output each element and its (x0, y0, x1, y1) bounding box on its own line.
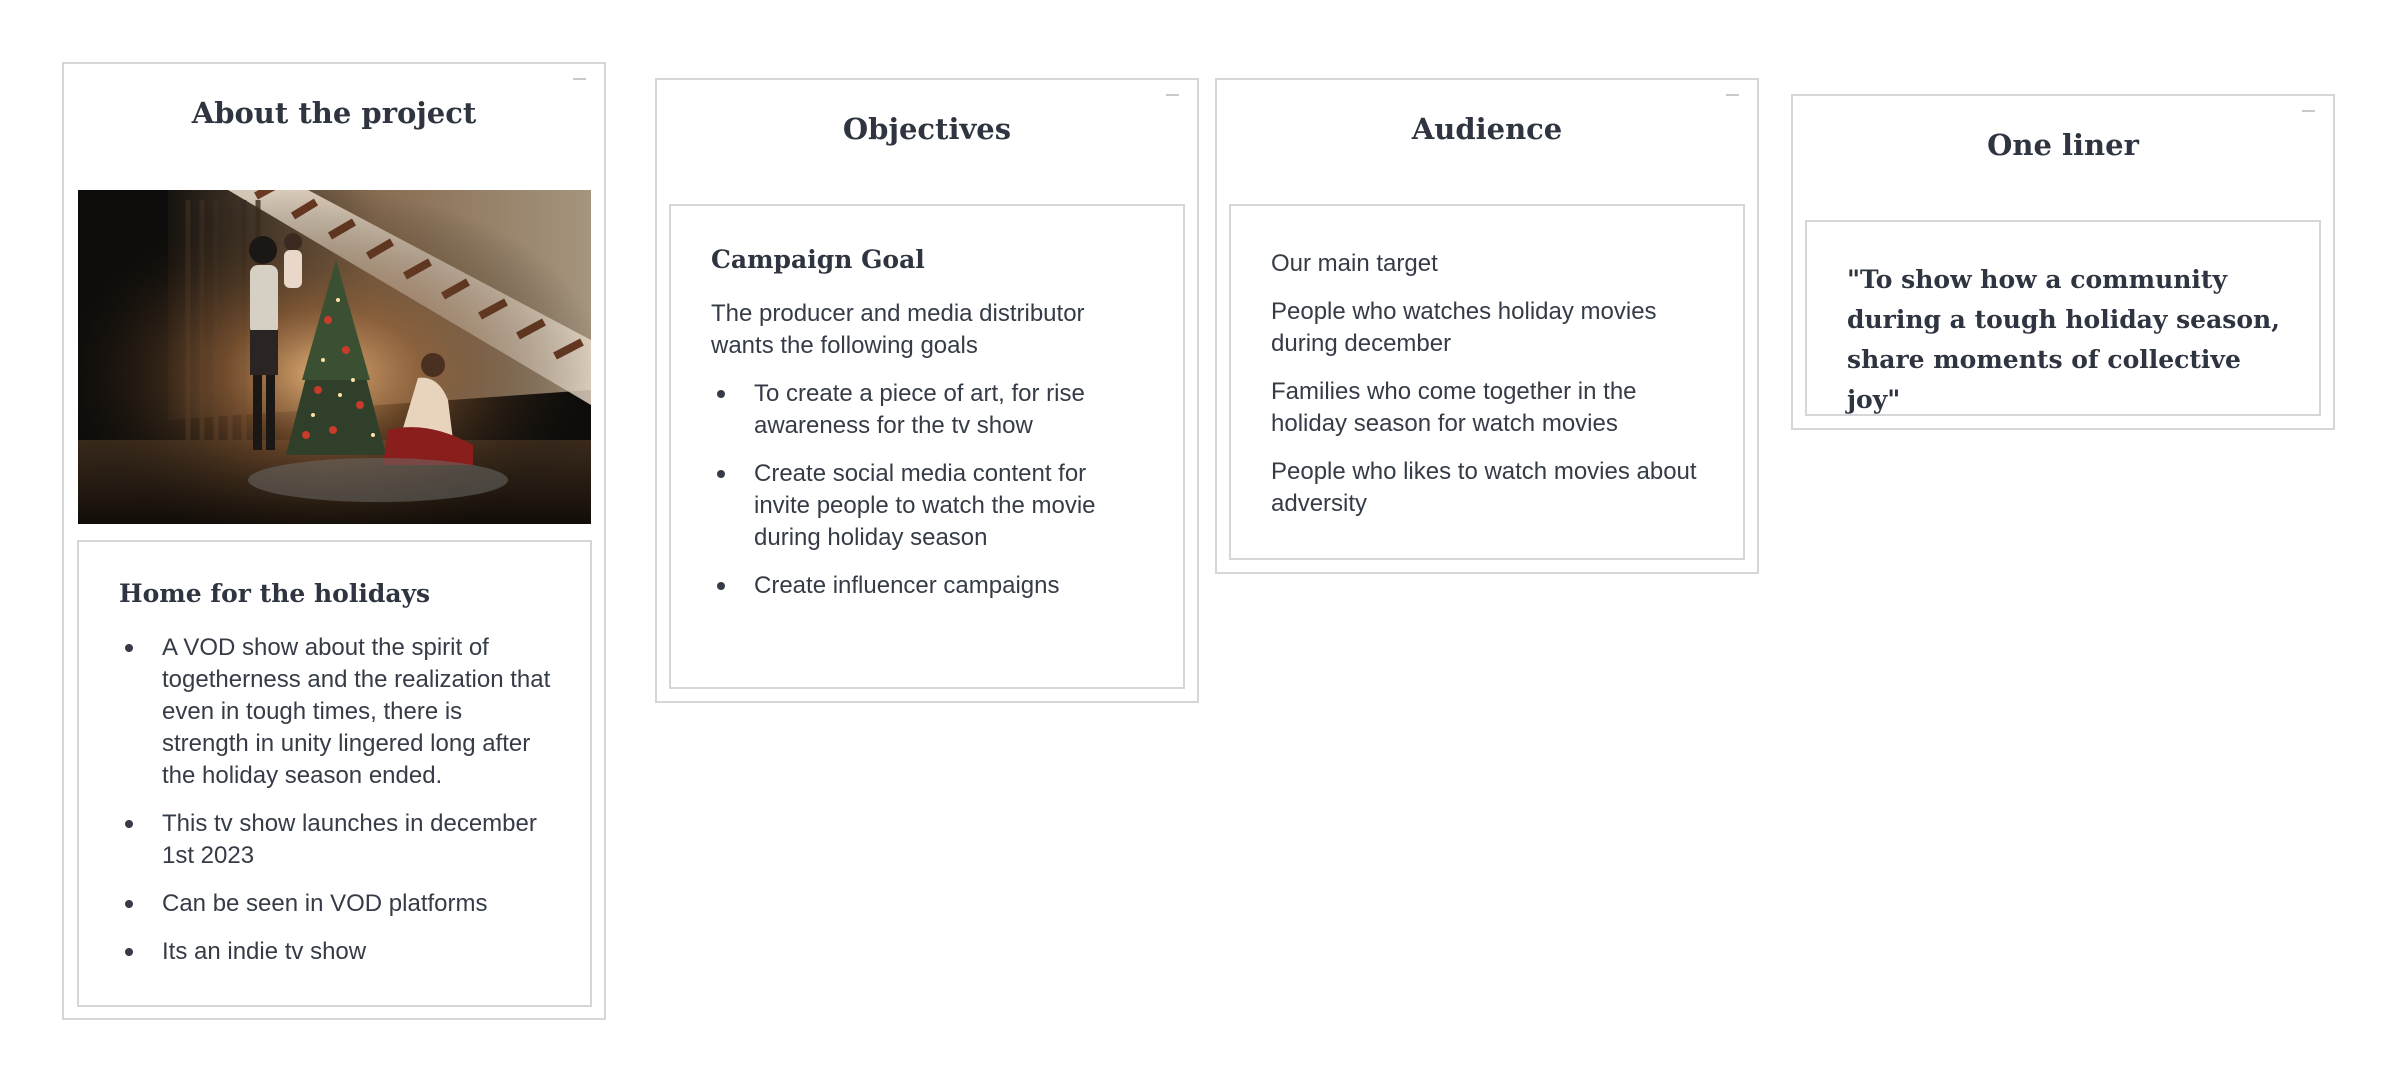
list-item-text: Its an indie tv show (162, 938, 367, 965)
bullet-icon (125, 644, 133, 652)
list-item (711, 570, 1145, 602)
frame-title: About the project (191, 96, 477, 130)
list-item (119, 808, 552, 872)
audience-line: Families who come together in the holiday season for watch movies (1271, 378, 1637, 437)
card-campaign-goal (669, 204, 1185, 689)
collapse-icon[interactable] (1166, 94, 1179, 96)
bullet-list (711, 378, 1145, 602)
card-home-for-the-holidays (77, 540, 592, 1007)
bullet-list (119, 632, 552, 968)
bullet-icon (125, 948, 133, 956)
list-item-text: Create social media content for invite people to watch the movie during holiday season (754, 460, 1096, 551)
bullet-icon (717, 582, 725, 590)
frame-title: Audience (1411, 112, 1563, 146)
bullet-icon (125, 900, 133, 908)
list-item-text: To create a piece of art, for rise awareness for the tv show (754, 380, 1085, 439)
bullet-icon (717, 390, 725, 398)
list-item (119, 632, 552, 792)
list-item-text: A VOD show about the spirit of togetherness and the realization that even in tough times, there is strength in unity lingered long after the holiday season ended. (162, 634, 551, 789)
card-heading: Home for the holidays (119, 579, 431, 608)
card-intro-text: The producer and media distributor wants the following goals (711, 300, 1085, 359)
one-liner-quote: "To show how a community during a tough holiday season, share moments of collective joy" (1847, 265, 2280, 414)
list-item (711, 378, 1145, 442)
list-item (119, 936, 552, 968)
bullet-icon (717, 470, 725, 478)
card-audience-target (1229, 204, 1745, 560)
card-one-liner-quote (1805, 220, 2321, 416)
christmas-tree-photo-illustration (78, 190, 591, 524)
audience-line: Our main target (1271, 250, 1438, 277)
collapse-icon[interactable] (1726, 94, 1739, 96)
project-image (78, 190, 591, 524)
collapse-icon[interactable] (573, 78, 586, 80)
audience-line: People who likes to watch movies about adversity (1271, 458, 1697, 517)
list-item (119, 888, 552, 920)
list-item (711, 458, 1145, 554)
card-heading: Campaign Goal (711, 245, 925, 274)
list-item-text: Create influencer campaigns (754, 572, 1060, 599)
list-item-text: Can be seen in VOD platforms (162, 890, 488, 917)
collapse-icon[interactable] (2302, 110, 2315, 112)
frame-title: One liner (1987, 128, 2139, 162)
bullet-icon (125, 820, 133, 828)
audience-line: People who watches holiday movies during december (1271, 298, 1657, 357)
list-item-text: This tv show launches in december 1st 2023 (162, 810, 537, 869)
frame-title: Objectives (842, 112, 1012, 146)
